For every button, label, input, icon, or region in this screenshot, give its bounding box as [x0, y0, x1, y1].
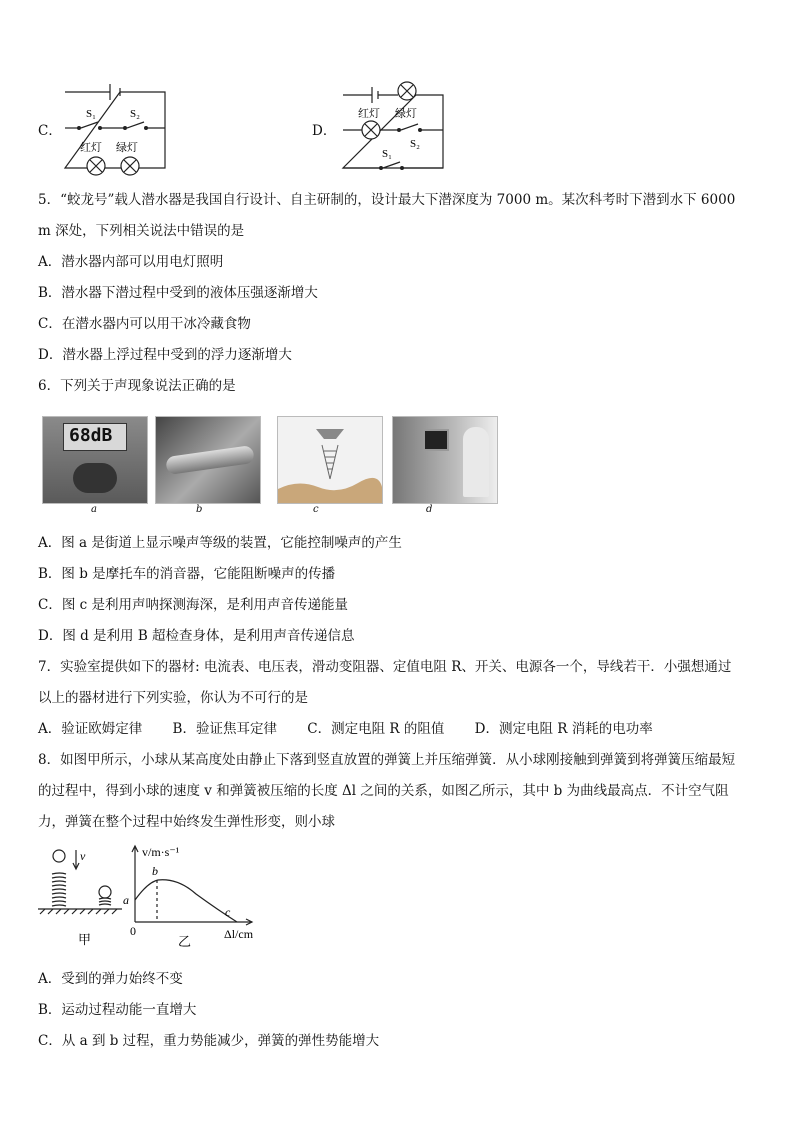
q7-options	[38, 717, 679, 737]
green-lamp-label-d: 绿灯	[395, 108, 417, 120]
x-axis-label: Δl/cm	[224, 927, 254, 941]
q8-stem-1: 8．如图甲所示，小球从某高度处由静止下落到竖直放置的弹簧上并压缩弹簧．从小球刚接触到弹簧到将弹簧压缩最短	[38, 752, 736, 768]
circuit-diagram-c	[60, 78, 170, 178]
photo-c-sonar	[277, 416, 383, 504]
s2-label: S₂	[130, 108, 140, 120]
photo-b-muffler	[155, 416, 261, 504]
q6-option-a: A．图 a 是街道上显示噪声等级的装置，它能控制噪声的产生	[38, 535, 402, 551]
caption-yi: 乙	[178, 934, 192, 949]
q7-option-c: C．测定电阻 R 的阻值	[307, 721, 445, 737]
q7-option-a: A．验证欧姆定律	[38, 721, 143, 737]
q6-option-c: C．图 c 是利用声呐探测海深，是利用声音传递能量	[38, 597, 348, 613]
point-b-label: b	[152, 864, 158, 878]
v-arrow-label: v	[80, 849, 86, 863]
sonar-illustration	[278, 417, 382, 503]
s2-label-d: S₂	[410, 138, 420, 150]
noise-level-readout: 68dB	[69, 425, 113, 446]
photo-d-ultrasound	[392, 416, 498, 504]
q5-option-a: A．潜水器内部可以用电灯照明	[38, 254, 224, 270]
caption-a: a	[91, 504, 97, 515]
s1-label-d: S₁	[382, 148, 392, 160]
q6-option-d: D．图 d 是利用 B 超检查身体，是利用声音传递信息	[38, 628, 355, 644]
origin-label: 0	[130, 924, 136, 938]
q5-option-d: D．潜水器上浮过程中受到的浮力逐渐增大	[38, 347, 292, 363]
red-lamp-label-d: 红灯	[358, 108, 380, 120]
q8-option-a: A．受到的弹力始终不变	[38, 971, 183, 987]
circuit-diagram-d	[338, 80, 448, 172]
caption-jia: 甲	[78, 932, 92, 947]
q5-stem-2: m 深处，下列相关说法中错误的是	[38, 223, 245, 239]
q6-option-b: B．图 b 是摩托车的消音器，它能阻断噪声的传播	[38, 566, 336, 582]
red-lamp-label: 红灯	[80, 142, 102, 154]
q5-option-b: B．潜水器下潜过程中受到的液体压强逐渐增大	[38, 285, 318, 301]
green-lamp-label: 绿灯	[116, 142, 138, 154]
velocity-curve	[135, 880, 237, 922]
q7-stem-1: 7．实验室提供如下的器材: 电流表、电压表，滑动变阻器、定值电阻 R、开关、电源各一个，导线若干．小强想通过	[38, 659, 732, 675]
q8-figure	[38, 842, 298, 954]
q5-stem-1: 5．“蛟龙号”载人潜水器是我国自行设计、自主研制的，设计最大下潜深度为 7000 m。某次科考时下潜到水下 6000	[38, 192, 736, 208]
q7-option-d: D．测定电阻 R 消耗的电功率	[474, 721, 653, 737]
q8-stem-3: 力，弹簧在整个过程中始终发生弹性形变，则小球	[38, 814, 335, 830]
q6-stem: 6．下列关于声现象说法正确的是	[38, 378, 236, 394]
q7-stem-2: 以上的器材进行下列实验，你认为不可行的是	[38, 690, 308, 706]
photo-a-noise-monitor	[42, 416, 148, 504]
option-d-label: D．	[312, 123, 337, 139]
s1-label: S₁	[86, 108, 96, 120]
caption-d: d	[426, 504, 433, 515]
q8-option-b: B．运动过程动能一直增大	[38, 1002, 197, 1018]
y-axis-label: v/m·s⁻¹	[142, 845, 180, 859]
point-c-label: c	[225, 905, 231, 919]
q5-option-c: C．在潜水器内可以用干冰冷藏食物	[38, 316, 251, 332]
point-a-label: a	[123, 893, 129, 907]
q8-option-c: C．从 a 到 b 过程，重力势能减少，弹簧的弹性势能增大	[38, 1033, 380, 1049]
q8-stem-2: 的过程中，得到小球的速度 v 和弹簧被压缩的长度 Δl 之间的关系，如图乙所示，其中 b 为曲线最高点．不计空气阻	[38, 783, 729, 799]
option-c-label: C．	[38, 123, 62, 139]
q7-option-b: B．验证焦耳定律	[172, 721, 277, 737]
caption-b: b	[196, 504, 203, 515]
caption-c: c	[313, 504, 319, 515]
